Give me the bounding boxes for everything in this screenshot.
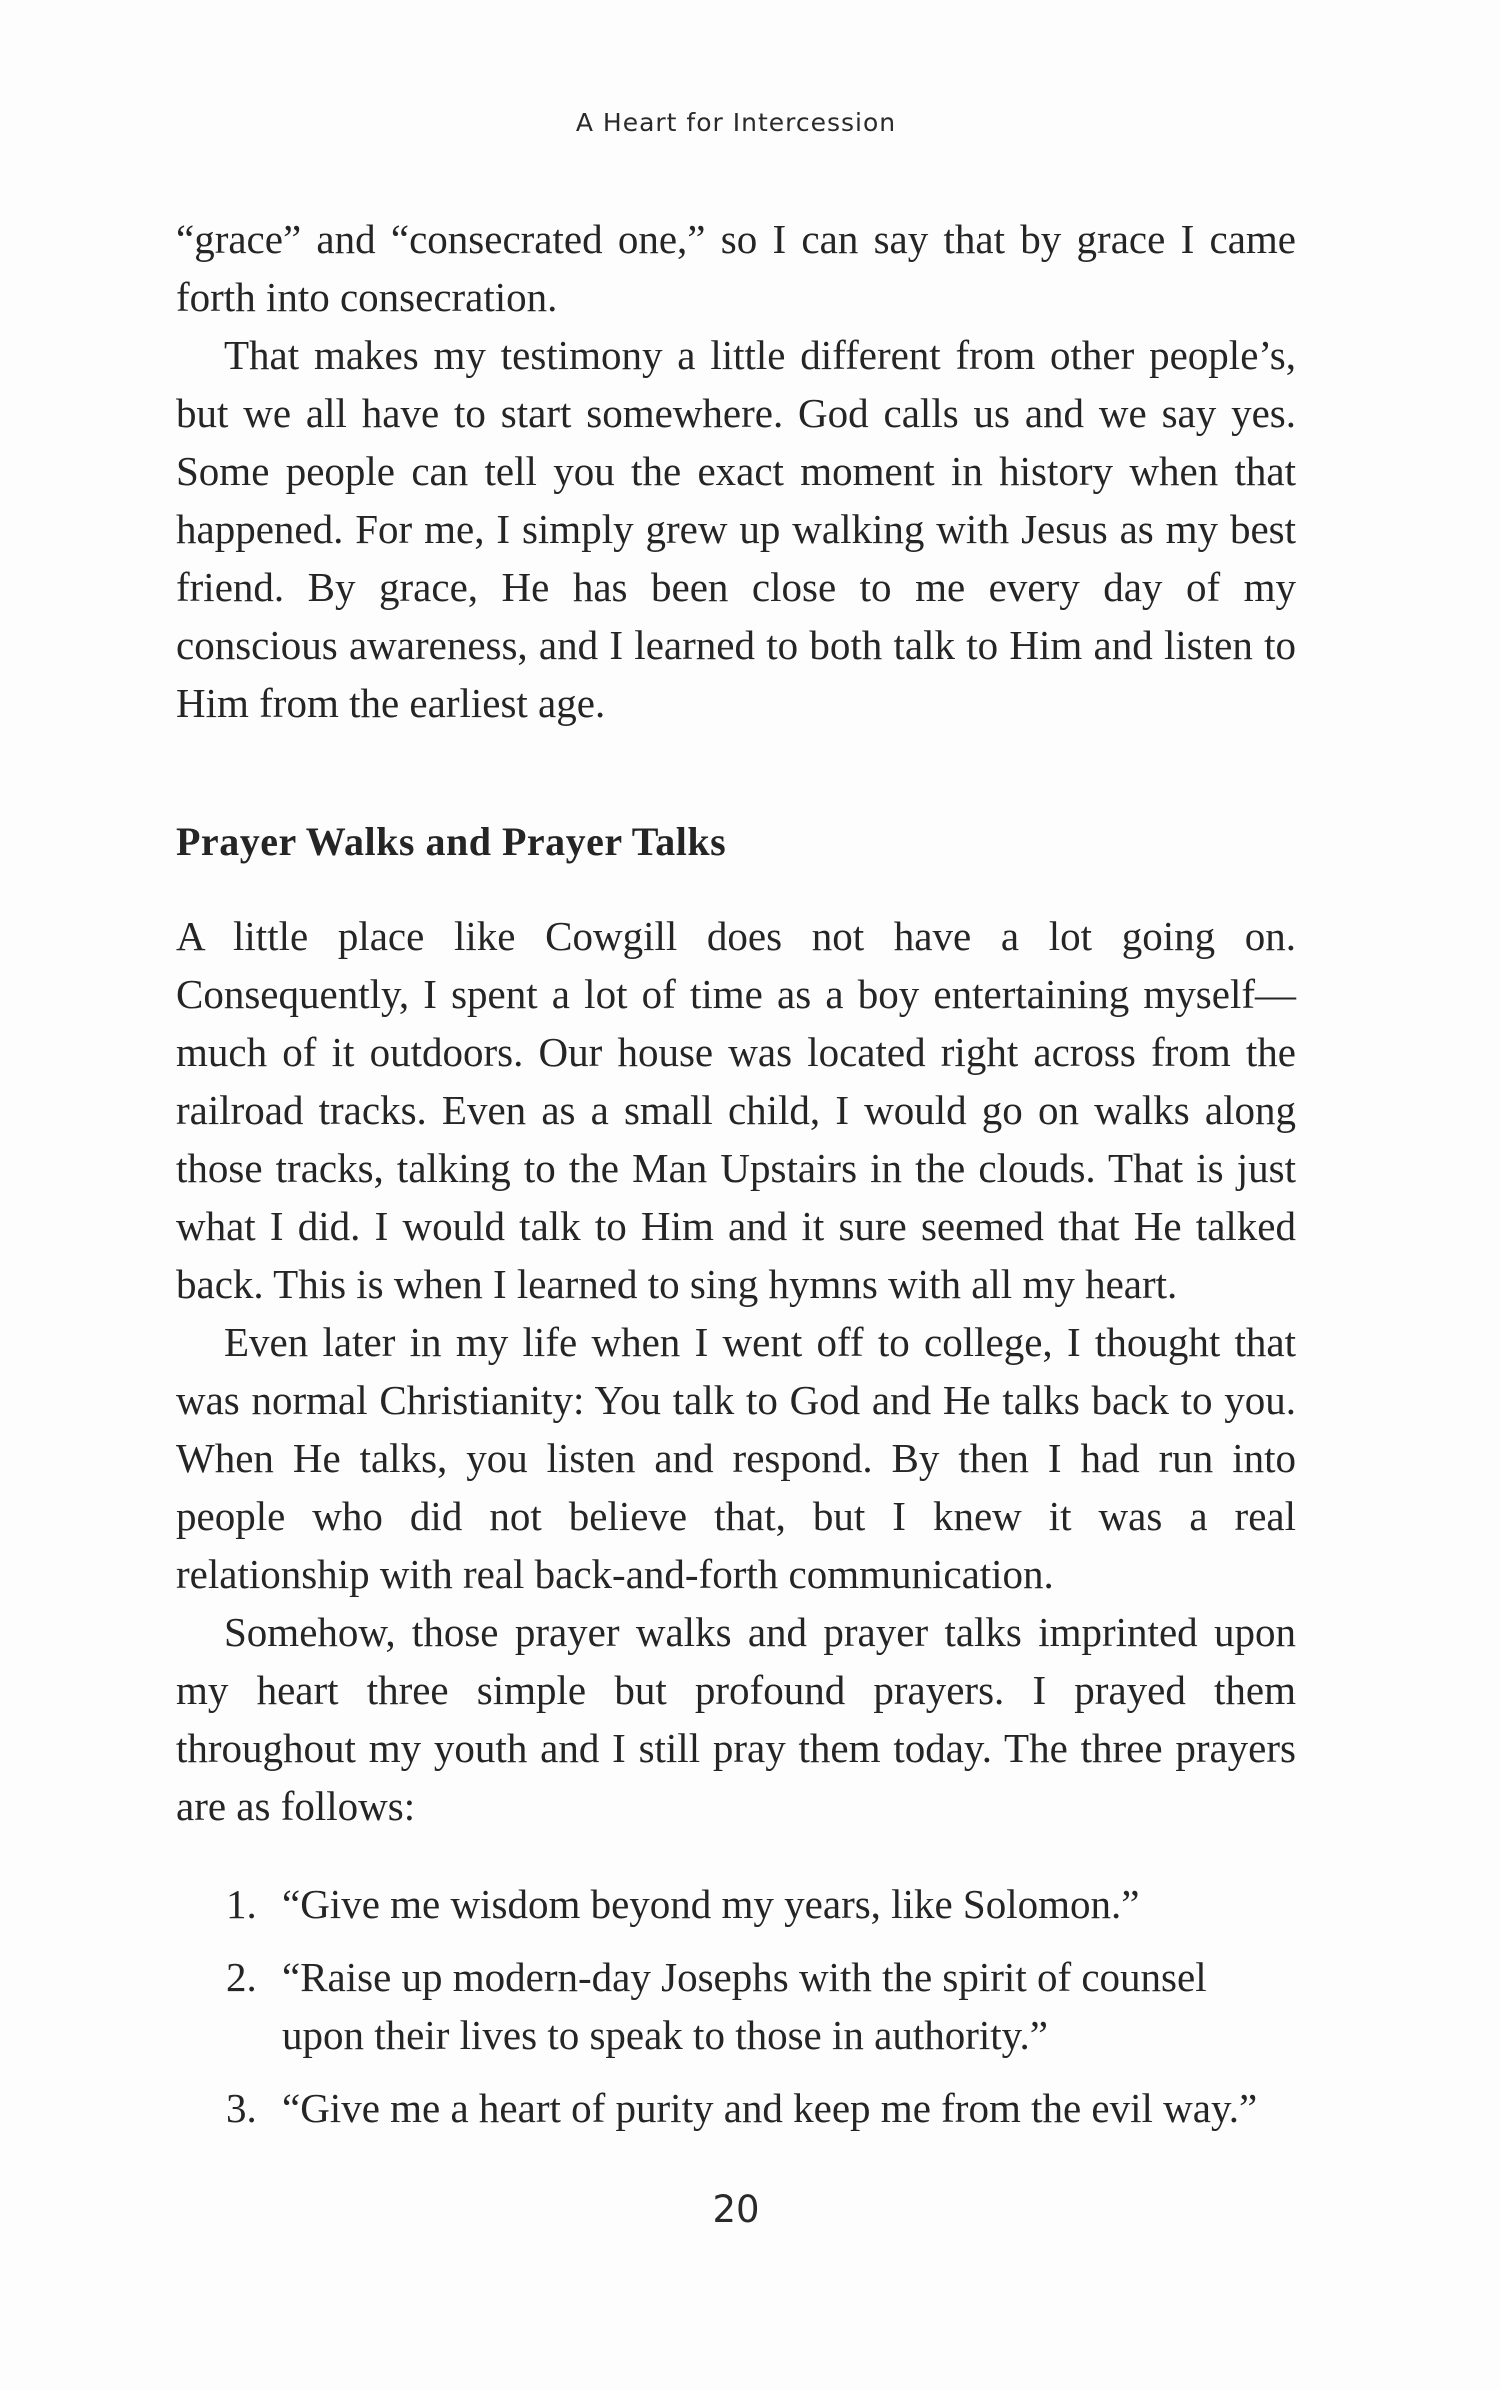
prayer-list (226, 1875, 1296, 2152)
paragraph: “grace” and “consecrated one,” so I can say that by grace I came forth into consecration. (176, 216, 1296, 320)
list-item-text: “Give me a heart of purity and keep me from the evil way.” (282, 2085, 1258, 2131)
section-body (176, 907, 1296, 1835)
list-item-text: “Raise up modern-day Josephs with the spirit of counsel upon their lives to speak to those in authority.” (282, 1954, 1207, 2058)
page-number: 20 (712, 2188, 760, 2231)
paragraph: A little place like Cowgill does not have a lot going on. Consequently, I spent a lot of time as a boy entertaining myself—much of it outdoors. Our house was located right across from the railroad tracks. Even as a small child, I would go on walks along those tracks, talking to the Man Upstairs in the clouds. That is just what I did. I would talk to Him and it sure seemed that He talked back. This is when I learned to sing hymns with all my heart. (176, 913, 1296, 1307)
section-heading: Prayer Walks and Prayer Talks (176, 819, 727, 864)
list-item (226, 1948, 1296, 2064)
opening-text (176, 210, 1296, 732)
running-head: A Heart for Intercession (575, 108, 897, 137)
paragraph: That makes my testimony a little different from other people’s, but we all have to start somewhere. God calls us and we say yes. Some people can tell you the exact moment in history when that happened. For me, I simply grew up walking with Jesus as my best friend. By grace, He has been close to me every day of my conscious awareness, and I learned to both talk to Him and listen to Him from the earliest age. (176, 332, 1296, 726)
list-item (226, 2079, 1296, 2137)
paragraph: Somehow, those prayer walks and prayer talks imprinted upon my heart three simple but profound prayers. I prayed them throughout my youth and I still pray them today. The three prayers are as follows: (176, 1609, 1296, 1829)
list-number: 1. (226, 1881, 257, 1927)
list-item-text: “Give me wisdom beyond my years, like Solomon.” (282, 1881, 1140, 1927)
list-number: 3. (226, 2085, 257, 2131)
paragraph: Even later in my life when I went off to college, I thought that was normal Christianity: You talk to God and He talks back to you. When He talks, you listen and respond. By then I had run into people who did not believe that, but I knew it was a real relationship with real back-and-forth communication. (176, 1319, 1296, 1597)
list-item (226, 1875, 1296, 1933)
list-number: 2. (226, 1954, 257, 2000)
